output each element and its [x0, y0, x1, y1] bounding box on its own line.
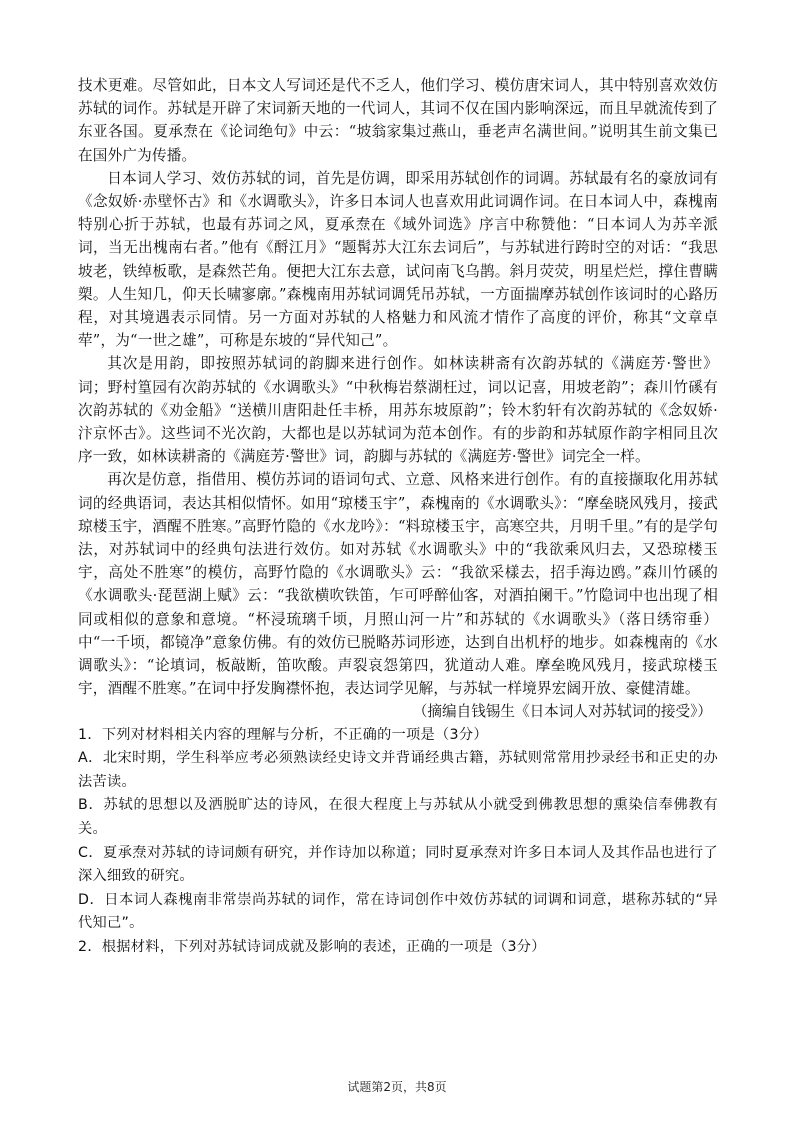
question-2-stem: 2．根据材料，下列对苏轼诗词成就及影响的表述，正确的一项是（3分） — [78, 939, 546, 956]
question-1-option-c: C．夏承焘对苏轼的诗词颇有研究，并作诗加以称道；同时夏承焘对许多日本词人及其作品也进行了深入细致的研究。 — [78, 844, 718, 885]
article-body — [78, 74, 718, 724]
question-1-option-d: D．日本词人森槐南非常崇尚苏轼的词作，常在诗词创作中效仿苏轼的词调和词意，堪称苏轼的“异代知己”。 — [78, 891, 718, 932]
question-1-option-b: B．苏轼的思想以及洒脱旷达的诗风，在很大程度上与苏轼从小就受到佛教思想的熏染信奉佛教有关。 — [78, 797, 718, 838]
question-1-stem: 1．下列对材料相关内容的理解与分析，不正确的一项是（3分） — [78, 726, 488, 743]
article-source: （摘编自钱锡生《日本词人对苏轼词的接受》） — [412, 703, 712, 721]
article-paragraph-3: 其次是用韵，即按照苏轼词的韵脚来进行创作。如林读耕斋有次韵苏轼的《满庭芳·警世》词；野村篁园有次韵苏轼的《水调歌头》“中秋梅岩蔡湖枉过，词以记喜，用坡老韵”；森川竹磎有次韵苏轼的《劝金船》“送横川唐阳赴任丰桥，用苏东坡原韵”；铃木豹轩有次韵苏轼的《念奴娇·汴京怀古》。这些词不光次韵，大都也是以苏轼词为范本创作。有的步韵和苏轼原作韵字相同且次序一致，如林读耕斋的《满庭芳·警世》词，韵脚与苏轼的《满庭芳·警世》词完全一样。 — [78, 355, 718, 466]
page-footer: 试题第2页，共8页 — [347, 1080, 447, 1094]
article-paragraph-4: 再次是仿意，指借用、模仿苏词的语词句式、立意、风格来进行创作。有的直接撷取化用苏轼词的经典语词，表达其相似情怀。如用“琼楼玉宇”，森槐南的《水调歌头》：“摩垒晓风残月，接武琼楼玉宇，酒醒不胜寒。”高野竹隐的《水龙吟》：“料琼楼玉宇，高寒空共，月明千里。”有的是学句法，对苏轼词中的经典句法进行效仿。如对苏轼《水调歌头》中的“我欲乘风归去，又恐琼楼玉宇，高处不胜寒”的模仿，高野竹隐的《水调歌头》云：“我欲采樣去，招手海边鸥。”森川竹磎的《水调歌头·琵琶湖上赋》云：“我欲横吹铁笛，乍可呼醉仙客，对酒拍阑干。”竹隐词中也出现了相同或相似的意象和意境。“杯浸琉璃千顷，月照山河一片”和苏轼的《水调歌头》（落日绣帘垂）中“一千顷，都镜净”意象仿佛。有的效仿已脱略苏词形迹，达到自出机杼的地步。如森槐南的《水调歌头》：“论填词，板敲断，笛吹酸。声裂哀怨第四，犹道动人难。摩垒晚风残月，接武琼楼玉宇，酒醒不胜寒。”在词中抒发胸襟怀抱，表达词学见解，与苏轼一样境界宏阔开放、豪健清雄。 — [78, 471, 718, 698]
question-1-option-a: A．北宋时期，学生科举应考必须熟读经史诗文并背诵经典古籍，苏轼则常常用抄录经书和正史的办法苦读。 — [78, 750, 718, 790]
questions-section — [78, 724, 718, 960]
article-paragraph-1: 技术更难。尽管如此，日本文人写词还是代不乏人，他们学习、模仿唐宋词人，其中特别喜欢效仿苏轼的词作。苏轼是开辟了宋词新天地的一代词人，其词不仅在国内影响深远，而且早就流传到了东亚各国。夏承焘在《论词绝句》中云：“坡翁家集过燕山，垂老声名满世间。”说明其生前文集已在国外广为传播。 — [78, 77, 718, 164]
article-paragraph-2: 日本词人学习、效仿苏轼的词，首先是仿调，即采用苏轼创作的词调。苏轼最有名的豪放词有《念奴娇·赤壁怀古》和《水调歌头》，许多日本词人也喜欢用此词调作词。在日本词人中，森槐南特别心折于苏轼，也最有苏词之风，夏承焘在《域外词选》序言中称赞他：“日本词人为苏辛派词，当无出槐南右者。”他有《酹江月》“题髯苏大江东去词后”，与苏轼进行跨时空的对话：“我思坡老，铁绰板歌，是森然芒角。便把大江东去意，试问南飞乌鹊。斜月荧荧，明星烂烂，撑住曹瞒槊。人生知几，仰天长啸寥廓。”森槐南用苏轼词调凭吊苏轼，一方面揣摩苏轼创作该词时的心路历程，对其境遇表示同情。另一方面对苏轼的人格魅力和风流才情作了高度的评价，称其“文章卓荦”，为“一世之雄”，可称是东坡的“异代知己”。 — [78, 169, 718, 350]
page-content — [78, 74, 718, 960]
